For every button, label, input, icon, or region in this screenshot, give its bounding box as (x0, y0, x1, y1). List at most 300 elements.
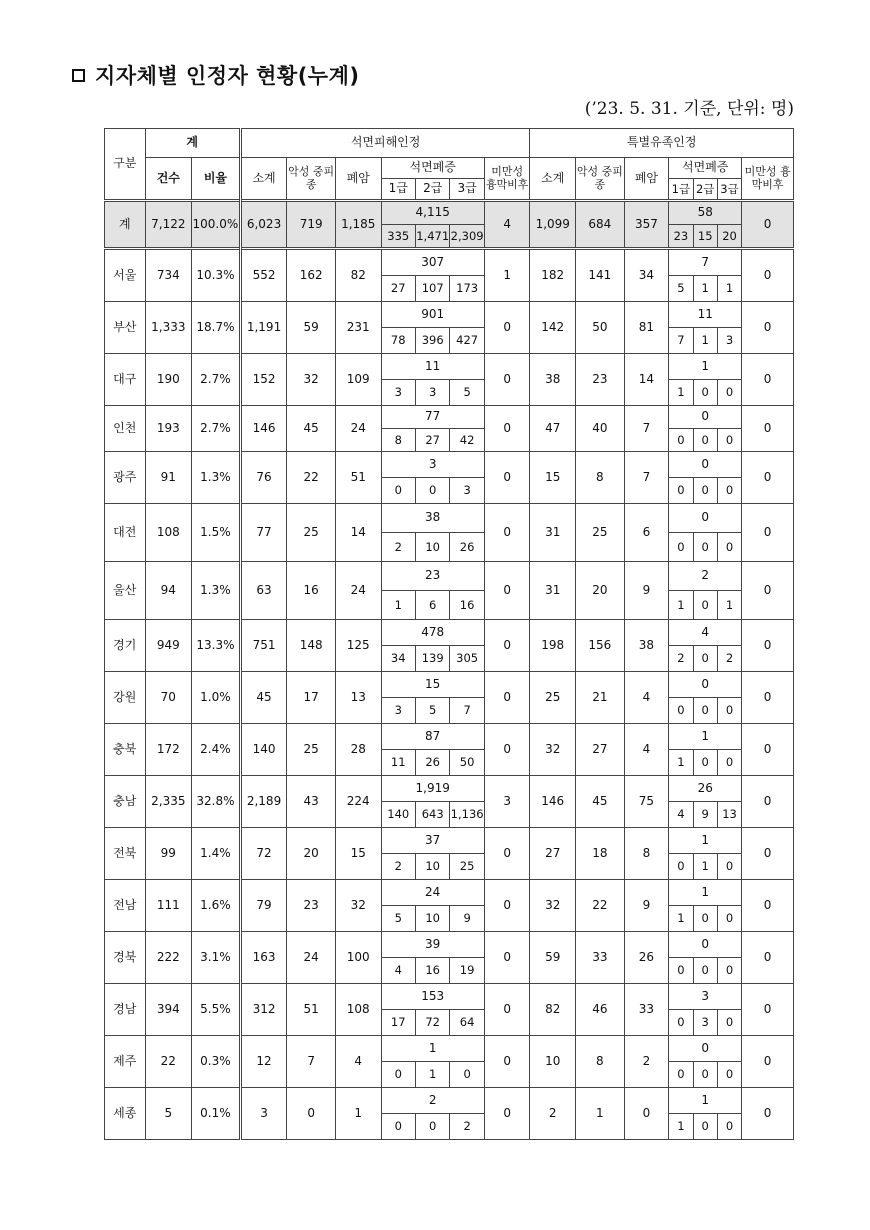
b-asbestosis-total-cell: 58 (669, 201, 742, 225)
b-subtotal-cell: 47 (530, 406, 576, 452)
b-subtotal-cell: 31 (530, 562, 576, 620)
grade-1-cell: 0 (381, 478, 415, 504)
header-total: 계 (145, 129, 240, 158)
pleural-cell: 0 (484, 984, 530, 1036)
table-row (105, 452, 794, 478)
pleural-cell: 0 (484, 672, 530, 724)
b-grade-3-cell: 0 (717, 958, 741, 984)
b-lung-cancer-cell: 2 (624, 1036, 669, 1088)
asbestosis-total-cell: 307 (381, 249, 484, 276)
header-asbestosis: 석면폐증 (381, 158, 484, 179)
b-grade-3-cell: 0 (717, 854, 741, 880)
pleural-cell: 0 (484, 932, 530, 984)
table-row (105, 672, 794, 698)
grade-3-cell: 19 (450, 958, 484, 984)
region-name: 부산 (105, 302, 146, 354)
grade-1-cell: 78 (381, 328, 415, 354)
b-mesothelioma-cell: 156 (576, 620, 625, 672)
count-cell: 91 (145, 452, 192, 504)
ratio-cell: 1.3% (192, 452, 241, 504)
ratio-cell: 32.8% (192, 776, 241, 828)
table-row (105, 302, 794, 328)
grade-1-cell: 0 (381, 1114, 415, 1140)
region-name: 세종 (105, 1088, 146, 1140)
b-subtotal-cell: 1,099 (530, 201, 576, 249)
pleural-cell: 0 (484, 504, 530, 562)
b-grade-2-cell: 0 (693, 698, 717, 724)
header-lung-cancer: 폐암 (335, 158, 381, 201)
grade-1-cell: 3 (381, 698, 415, 724)
lung-cancer-cell: 24 (335, 406, 381, 452)
b-grade-3-cell: 20 (717, 225, 741, 249)
b-grade-2-cell: 0 (693, 906, 717, 932)
b-mesothelioma-cell: 40 (576, 406, 625, 452)
b-asbestosis-total-cell: 0 (669, 1036, 742, 1062)
region-name: 서울 (105, 249, 146, 302)
checkbox-square-icon (72, 69, 85, 82)
grade-3-cell: 2,309 (450, 225, 484, 249)
asbestosis-total-cell: 901 (381, 302, 484, 328)
b-lung-cancer-cell: 34 (624, 249, 669, 302)
asbestosis-total-cell: 37 (381, 828, 484, 854)
b-grade-2-cell: 0 (693, 1114, 717, 1140)
grade-1-cell: 140 (381, 802, 415, 828)
b-mesothelioma-cell: 18 (576, 828, 625, 880)
grade-2-cell: 72 (415, 1010, 449, 1036)
b-grade-1-cell: 1 (669, 591, 693, 620)
grade-3-cell: 50 (450, 750, 484, 776)
pleural-cell: 0 (484, 724, 530, 776)
header-b-grade-3: 3급 (717, 179, 741, 201)
header-ratio: 비율 (192, 158, 241, 201)
b-grade-3-cell: 1 (717, 591, 741, 620)
b-grade-3-cell: 3 (717, 328, 741, 354)
subtotal-cell: 45 (240, 672, 287, 724)
subtotal-cell: 77 (240, 504, 287, 562)
header-special-bereaved: 특별유족인정 (530, 129, 794, 158)
ratio-cell: 2.7% (192, 406, 241, 452)
mesothelioma-cell: 24 (287, 932, 336, 984)
header-row-2 (105, 158, 794, 179)
grade-3-cell: 64 (450, 1010, 484, 1036)
asbestosis-total-cell: 11 (381, 354, 484, 380)
count-cell: 1,333 (145, 302, 192, 354)
b-mesothelioma-cell: 8 (576, 452, 625, 504)
pleural-cell: 0 (484, 562, 530, 620)
pleural-cell: 0 (484, 452, 530, 504)
b-pleural-cell: 0 (742, 880, 794, 932)
region-name: 제주 (105, 1036, 146, 1088)
subtotal-cell: 552 (240, 249, 287, 302)
b-grade-3-cell: 13 (717, 802, 741, 828)
grade-2-cell: 27 (415, 429, 449, 452)
b-subtotal-cell: 198 (530, 620, 576, 672)
b-pleural-cell: 0 (742, 672, 794, 724)
subtotal-cell: 63 (240, 562, 287, 620)
region-name: 충남 (105, 776, 146, 828)
mesothelioma-cell: 45 (287, 406, 336, 452)
count-cell: 94 (145, 562, 192, 620)
mesothelioma-cell: 148 (287, 620, 336, 672)
pleural-cell: 0 (484, 828, 530, 880)
b-mesothelioma-cell: 21 (576, 672, 625, 724)
asbestosis-total-cell: 15 (381, 672, 484, 698)
subtotal-cell: 152 (240, 354, 287, 406)
asbestosis-total-cell: 23 (381, 562, 484, 591)
b-pleural-cell: 0 (742, 1088, 794, 1140)
grade-2-cell: 0 (415, 1114, 449, 1140)
document-title-text: 지자체별 인정자 현황(누계) (95, 64, 360, 88)
table-row (105, 828, 794, 854)
grade-1-cell: 8 (381, 429, 415, 452)
b-lung-cancer-cell: 357 (624, 201, 669, 249)
b-mesothelioma-cell: 684 (576, 201, 625, 249)
lung-cancer-cell: 231 (335, 302, 381, 354)
region-name: 전북 (105, 828, 146, 880)
subtotal-cell: 6,023 (240, 201, 287, 249)
ratio-cell: 2.7% (192, 354, 241, 406)
subtotal-cell: 76 (240, 452, 287, 504)
b-subtotal-cell: 31 (530, 504, 576, 562)
b-grade-1-cell: 0 (669, 429, 693, 452)
grade-1-cell: 11 (381, 750, 415, 776)
b-grade-1-cell: 0 (669, 478, 693, 504)
lung-cancer-cell: 100 (335, 932, 381, 984)
lung-cancer-cell: 32 (335, 880, 381, 932)
b-grade-1-cell: 1 (669, 380, 693, 406)
b-grade-1-cell: 1 (669, 1114, 693, 1140)
ratio-cell: 1.6% (192, 880, 241, 932)
b-pleural-cell: 0 (742, 620, 794, 672)
b-asbestosis-total-cell: 0 (669, 672, 742, 698)
b-grade-2-cell: 0 (693, 380, 717, 406)
asbestosis-total-cell: 478 (381, 620, 484, 646)
ratio-cell: 1.5% (192, 504, 241, 562)
count-cell: 734 (145, 249, 192, 302)
ratio-cell: 1.3% (192, 562, 241, 620)
grade-2-cell: 3 (415, 380, 449, 406)
b-lung-cancer-cell: 33 (624, 984, 669, 1036)
b-grade-3-cell: 0 (717, 698, 741, 724)
grade-3-cell: 7 (450, 698, 484, 724)
mesothelioma-cell: 51 (287, 984, 336, 1036)
lung-cancer-cell: 14 (335, 504, 381, 562)
count-cell: 99 (145, 828, 192, 880)
ratio-cell: 100.0% (192, 201, 241, 249)
b-grade-2-cell: 0 (693, 958, 717, 984)
b-grade-1-cell: 4 (669, 802, 693, 828)
grade-3-cell: 427 (450, 328, 484, 354)
asbestosis-total-cell: 1 (381, 1036, 484, 1062)
region-name: 인천 (105, 406, 146, 452)
header-b-grade-2: 2급 (693, 179, 717, 201)
count-cell: 394 (145, 984, 192, 1036)
region-name: 전남 (105, 880, 146, 932)
region-name: 경남 (105, 984, 146, 1036)
lung-cancer-cell: 13 (335, 672, 381, 724)
grade-2-cell: 26 (415, 750, 449, 776)
grade-2-cell: 139 (415, 646, 449, 672)
subtotal-cell: 2,189 (240, 776, 287, 828)
b-grade-3-cell: 2 (717, 646, 741, 672)
b-mesothelioma-cell: 8 (576, 1036, 625, 1088)
b-grade-3-cell: 0 (717, 429, 741, 452)
grade-2-cell: 643 (415, 802, 449, 828)
b-grade-3-cell: 0 (717, 1010, 741, 1036)
lung-cancer-cell: 1,185 (335, 201, 381, 249)
asbestosis-total-cell: 1,919 (381, 776, 484, 802)
header-b-asbestosis: 석면폐증 (669, 158, 742, 179)
lung-cancer-cell: 108 (335, 984, 381, 1036)
count-cell: 190 (145, 354, 192, 406)
pleural-cell: 0 (484, 620, 530, 672)
b-grade-3-cell: 0 (717, 533, 741, 562)
b-asbestosis-total-cell: 1 (669, 354, 742, 380)
b-subtotal-cell: 10 (530, 1036, 576, 1088)
asbestosis-total-cell: 4,115 (381, 201, 484, 225)
header-b-grade-1: 1급 (669, 179, 693, 201)
pleural-cell: 0 (484, 354, 530, 406)
header-b-lung-cancer: 폐암 (624, 158, 669, 201)
ratio-cell: 2.4% (192, 724, 241, 776)
b-grade-3-cell: 0 (717, 750, 741, 776)
b-mesothelioma-cell: 22 (576, 880, 625, 932)
mesothelioma-cell: 0 (287, 1088, 336, 1140)
grade-1-cell: 3 (381, 380, 415, 406)
b-grade-1-cell: 5 (669, 276, 693, 302)
count-cell: 949 (145, 620, 192, 672)
b-lung-cancer-cell: 38 (624, 620, 669, 672)
b-lung-cancer-cell: 9 (624, 880, 669, 932)
header-row-1 (105, 129, 794, 158)
lung-cancer-cell: 24 (335, 562, 381, 620)
table-row (105, 1036, 794, 1062)
grade-2-cell: 10 (415, 854, 449, 880)
b-lung-cancer-cell: 8 (624, 828, 669, 880)
table-row (105, 620, 794, 646)
table-row (105, 932, 794, 958)
b-asbestosis-total-cell: 0 (669, 406, 742, 429)
b-pleural-cell: 0 (742, 932, 794, 984)
b-subtotal-cell: 2 (530, 1088, 576, 1140)
pleural-cell: 0 (484, 302, 530, 354)
table-row (105, 1088, 794, 1114)
b-grade-2-cell: 9 (693, 802, 717, 828)
b-grade-1-cell: 0 (669, 958, 693, 984)
b-subtotal-cell: 25 (530, 672, 576, 724)
grade-2-cell: 16 (415, 958, 449, 984)
b-grade-1-cell: 0 (669, 1062, 693, 1088)
b-asbestosis-total-cell: 1 (669, 724, 742, 750)
ratio-cell: 0.1% (192, 1088, 241, 1140)
b-grade-1-cell: 7 (669, 328, 693, 354)
grade-2-cell: 5 (415, 698, 449, 724)
table-row (105, 354, 794, 380)
b-grade-2-cell: 0 (693, 646, 717, 672)
count-cell: 70 (145, 672, 192, 724)
b-subtotal-cell: 146 (530, 776, 576, 828)
pleural-cell: 1 (484, 249, 530, 302)
mesothelioma-cell: 719 (287, 201, 336, 249)
grade-3-cell: 1,136 (450, 802, 484, 828)
count-cell: 22 (145, 1036, 192, 1088)
grade-3-cell: 9 (450, 906, 484, 932)
header-b-pleural: 미만성 흉막비후 (742, 158, 794, 201)
lung-cancer-cell: 82 (335, 249, 381, 302)
grade-1-cell: 27 (381, 276, 415, 302)
b-lung-cancer-cell: 4 (624, 672, 669, 724)
b-grade-2-cell: 0 (693, 429, 717, 452)
b-mesothelioma-cell: 23 (576, 354, 625, 406)
b-lung-cancer-cell: 6 (624, 504, 669, 562)
lung-cancer-cell: 224 (335, 776, 381, 828)
b-grade-2-cell: 0 (693, 533, 717, 562)
ratio-cell: 3.1% (192, 932, 241, 984)
header-b-subtotal: 소계 (530, 158, 576, 201)
b-subtotal-cell: 142 (530, 302, 576, 354)
b-pleural-cell: 0 (742, 406, 794, 452)
count-cell: 7,122 (145, 201, 192, 249)
b-lung-cancer-cell: 7 (624, 406, 669, 452)
lung-cancer-cell: 109 (335, 354, 381, 406)
grade-2-cell: 396 (415, 328, 449, 354)
status-table (104, 128, 794, 1140)
asbestosis-total-cell: 2 (381, 1088, 484, 1114)
region-name: 충북 (105, 724, 146, 776)
b-asbestosis-total-cell: 0 (669, 504, 742, 533)
header-grade-1: 1급 (381, 179, 415, 201)
ratio-cell: 5.5% (192, 984, 241, 1036)
grade-1-cell: 34 (381, 646, 415, 672)
b-grade-3-cell: 0 (717, 1062, 741, 1088)
b-pleural-cell: 0 (742, 452, 794, 504)
b-pleural-cell: 0 (742, 201, 794, 249)
b-asbestosis-total-cell: 2 (669, 562, 742, 591)
region-name: 계 (105, 201, 146, 249)
region-name: 울산 (105, 562, 146, 620)
b-mesothelioma-cell: 1 (576, 1088, 625, 1140)
grade-3-cell: 173 (450, 276, 484, 302)
table-row (105, 406, 794, 429)
b-pleural-cell: 0 (742, 504, 794, 562)
b-subtotal-cell: 59 (530, 932, 576, 984)
table-row (105, 880, 794, 906)
b-mesothelioma-cell: 50 (576, 302, 625, 354)
mesothelioma-cell: 16 (287, 562, 336, 620)
b-grade-1-cell: 0 (669, 533, 693, 562)
header-region: 구분 (105, 129, 146, 201)
subtotal-cell: 751 (240, 620, 287, 672)
b-grade-1-cell: 1 (669, 750, 693, 776)
grade-3-cell: 0 (450, 1062, 484, 1088)
b-asbestosis-total-cell: 3 (669, 984, 742, 1010)
table-row (105, 562, 794, 591)
asbestosis-total-cell: 87 (381, 724, 484, 750)
count-cell: 5 (145, 1088, 192, 1140)
region-name: 광주 (105, 452, 146, 504)
count-cell: 193 (145, 406, 192, 452)
b-pleural-cell: 0 (742, 776, 794, 828)
ratio-cell: 1.4% (192, 828, 241, 880)
grade-2-cell: 1 (415, 1062, 449, 1088)
b-mesothelioma-cell: 141 (576, 249, 625, 302)
pleural-cell: 0 (484, 1088, 530, 1140)
b-mesothelioma-cell: 46 (576, 984, 625, 1036)
subtotal-cell: 79 (240, 880, 287, 932)
table-body (105, 129, 794, 1140)
b-pleural-cell: 0 (742, 249, 794, 302)
b-grade-1-cell: 0 (669, 698, 693, 724)
b-grade-3-cell: 0 (717, 906, 741, 932)
b-grade-2-cell: 3 (693, 1010, 717, 1036)
asbestosis-total-cell: 153 (381, 984, 484, 1010)
b-lung-cancer-cell: 0 (624, 1088, 669, 1140)
region-name: 경북 (105, 932, 146, 984)
subtotal-cell: 12 (240, 1036, 287, 1088)
mesothelioma-cell: 17 (287, 672, 336, 724)
asbestosis-total-cell: 77 (381, 406, 484, 429)
table-row (105, 984, 794, 1010)
lung-cancer-cell: 4 (335, 1036, 381, 1088)
mesothelioma-cell: 43 (287, 776, 336, 828)
b-grade-3-cell: 1 (717, 276, 741, 302)
header-mesothelioma: 악성 중피종 (287, 158, 336, 201)
count-cell: 111 (145, 880, 192, 932)
pleural-cell: 0 (484, 406, 530, 452)
b-mesothelioma-cell: 20 (576, 562, 625, 620)
b-asbestosis-total-cell: 1 (669, 828, 742, 854)
b-lung-cancer-cell: 14 (624, 354, 669, 406)
grade-3-cell: 3 (450, 478, 484, 504)
region-name: 대전 (105, 504, 146, 562)
b-subtotal-cell: 27 (530, 828, 576, 880)
grade-1-cell: 5 (381, 906, 415, 932)
grade-3-cell: 16 (450, 591, 484, 620)
b-lung-cancer-cell: 7 (624, 452, 669, 504)
b-grade-2-cell: 0 (693, 750, 717, 776)
grade-2-cell: 10 (415, 906, 449, 932)
b-asbestosis-total-cell: 0 (669, 932, 742, 958)
b-pleural-cell: 0 (742, 984, 794, 1036)
header-subtotal: 소계 (240, 158, 287, 201)
b-asbestosis-total-cell: 4 (669, 620, 742, 646)
b-grade-2-cell: 1 (693, 276, 717, 302)
b-mesothelioma-cell: 33 (576, 932, 625, 984)
b-grade-3-cell: 0 (717, 478, 741, 504)
ratio-cell: 1.0% (192, 672, 241, 724)
mesothelioma-cell: 22 (287, 452, 336, 504)
b-subtotal-cell: 38 (530, 354, 576, 406)
region-name: 경기 (105, 620, 146, 672)
b-asbestosis-total-cell: 7 (669, 249, 742, 276)
lung-cancer-cell: 28 (335, 724, 381, 776)
b-grade-1-cell: 0 (669, 854, 693, 880)
b-grade-2-cell: 1 (693, 328, 717, 354)
b-grade-1-cell: 0 (669, 1010, 693, 1036)
lung-cancer-cell: 51 (335, 452, 381, 504)
mesothelioma-cell: 59 (287, 302, 336, 354)
grade-1-cell: 17 (381, 1010, 415, 1036)
count-cell: 222 (145, 932, 192, 984)
grade-3-cell: 2 (450, 1114, 484, 1140)
pleural-cell: 4 (484, 201, 530, 249)
subtotal-cell: 163 (240, 932, 287, 984)
mesothelioma-cell: 32 (287, 354, 336, 406)
b-pleural-cell: 0 (742, 828, 794, 880)
total-row (105, 201, 794, 225)
b-subtotal-cell: 182 (530, 249, 576, 302)
grade-2-cell: 107 (415, 276, 449, 302)
